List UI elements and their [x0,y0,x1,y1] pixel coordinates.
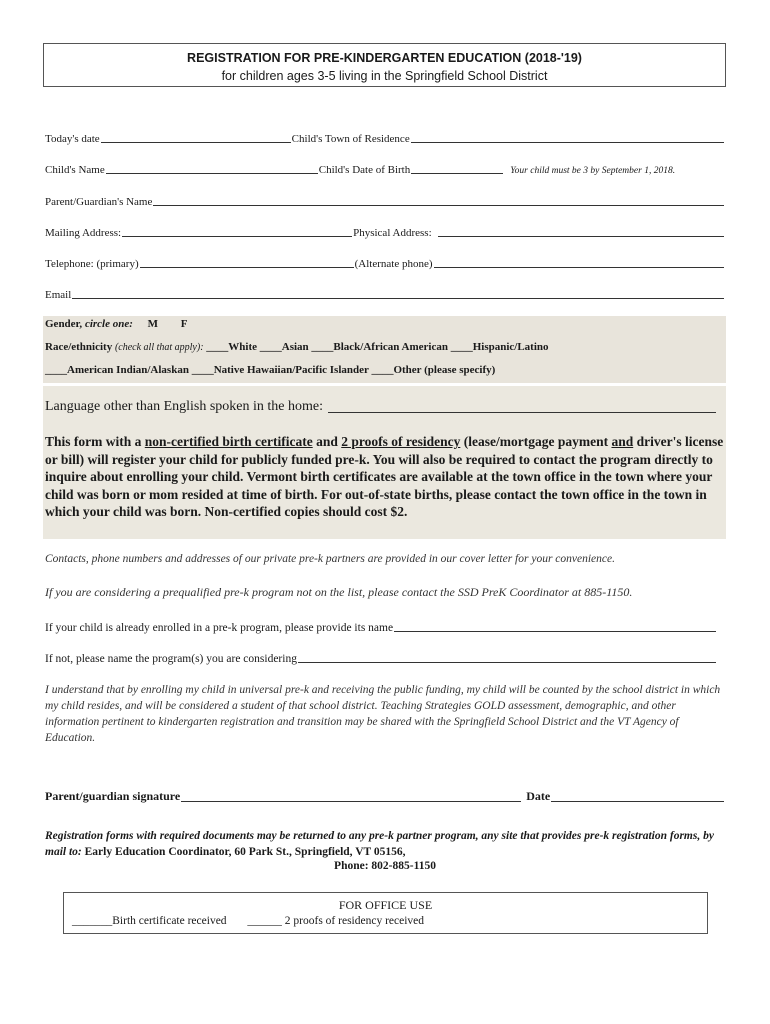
todays-date-label: Today's date [45,133,100,145]
language-field[interactable] [328,412,716,413]
gender-option-m[interactable]: M [147,318,159,330]
row-date-town [45,131,725,145]
row-name-dob [45,162,725,176]
residency-received[interactable]: ______ 2 proofs of residency received [247,915,425,927]
return-phone: Phone: 802-885-1150 [334,860,436,872]
todays-date-field[interactable] [101,142,291,143]
signature-field[interactable] [181,801,521,802]
form-title: REGISTRATION FOR PRE-KINDERGARTEN EDUCATION (2018-'19) [187,51,582,65]
gender-row [45,318,188,330]
already-enrolled-field[interactable] [394,631,716,632]
parent-name-field[interactable] [153,205,724,206]
dob-label: Child's Date of Birth [318,164,411,176]
gender-label: Gender, [45,318,83,330]
notice-text-1: This form with a [45,434,145,449]
gender-instruction: circle one: [84,318,133,330]
office-use-row [72,915,424,927]
alternate-phone-field[interactable] [434,267,725,268]
physical-address-label: Physical Address: [353,227,432,239]
signature-date-label: Date [526,789,551,803]
signature-date-field[interactable] [551,801,724,802]
mailing-address-field[interactable] [122,236,352,237]
form-header [43,43,726,87]
considering-row [45,653,717,665]
return-instructions [45,828,730,860]
consent-statement: I understand that by enrolling my child in universal pre-k and receiving the public funding, my child will be counted by the school district in which my child resides, and will be considered a student of that school district. Teaching Strategies GOLD assessment, demographic, and other information pertinent to kindergarten registration and transition may be shared with the Springfield School District and the VT Agency of Education. [45,684,721,744]
town-of-residence-label: Child's Town of Residence [291,133,410,145]
town-of-residence-field[interactable] [411,142,724,143]
notice-text-4: driver's license or bill) will register your child for publicly funded pre-k. You will also be required to contact the program directly to inquire about enrolling your child. Vermont birth certificates are available at the town office in the town where your child was born or mom resided at time of birth. For out-of-state births, please contact the town office in the town in which your child was born. Non-certified copies should cost $2. [45,434,724,519]
office-use-box [63,892,708,934]
email-label: Email [45,289,72,301]
language-label: Language other than English spoken in the home: [45,399,323,414]
dob-note: Your child must be 3 by September 1, 2018. [510,166,676,176]
return-instructions-text: Registration forms with required documents may be returned to any pre-k partner program, any site that provides pre-k registration forms, by mail to: [45,830,714,858]
already-enrolled-row [45,622,717,634]
race-options-2[interactable]: ____American Indian/Alaskan ____Native Hawaiian/Pacific Islander ____Other (please specify) [45,364,496,376]
row-parent [45,194,725,208]
already-enrolled-label: If your child is already enrolled in a pre-k program, please provide its name [45,622,394,634]
email-field[interactable] [72,298,724,299]
row-email [45,287,725,301]
telephone-primary-field[interactable] [140,267,354,268]
alternate-phone-label: (Alternate phone) [354,258,433,270]
considering-label: If not, please name the program(s) you are considering [45,653,297,665]
dob-field[interactable] [411,173,503,174]
office-use-title: FOR OFFICE USE [338,898,433,912]
childs-name-field[interactable] [106,173,318,174]
race-row-1 [45,341,549,353]
race-options-1[interactable]: ____White ____Asian ____Black/African American ____Hispanic/Latino [206,341,549,353]
race-label: Race/ethnicity [45,341,113,353]
birth-cert-received[interactable]: _______Birth certificate received [72,915,227,927]
signature-label: Parent/guardian signature [45,789,181,803]
mailing-address-label: Mailing Address: [45,227,122,239]
childs-name-label: Child's Name [45,164,105,176]
notice-proofs-of-residency: 2 proofs of residency [341,434,461,449]
parent-name-label: Parent/Guardian's Name [45,196,153,208]
race-row-2 [45,364,495,376]
gender-option-f[interactable]: F [180,318,188,330]
return-address: Early Education Coordinator, 60 Park St., Springfield, VT 05156, [81,846,406,858]
row-phone [45,256,725,270]
notice-birth-certificate: non-certified birth certificate [144,434,313,449]
notice-and: and [611,434,634,449]
race-instruction: (check all that apply): [114,342,204,353]
notice-text-2: and [312,434,342,449]
prequalified-note: If you are considering a prequalified pre-k program not on the list, please contact the SSD PreK Coordinator at 885-1150. [45,585,633,599]
language-row [45,399,717,415]
contacts-note: Contacts, phone numbers and addresses of our private pre-k partners are provided in our cover letter for your convenience. [45,553,615,565]
notice-paragraph [45,433,725,521]
notice-text-3: (lease/mortgage payment [460,434,612,449]
physical-address-field[interactable] [438,236,724,237]
form-subtitle: for children ages 3-5 living in the Springfield School District [221,69,548,83]
signature-row [45,789,725,804]
telephone-primary-label: Telephone: (primary) [45,258,139,270]
row-address [45,225,725,239]
considering-field[interactable] [298,662,716,663]
